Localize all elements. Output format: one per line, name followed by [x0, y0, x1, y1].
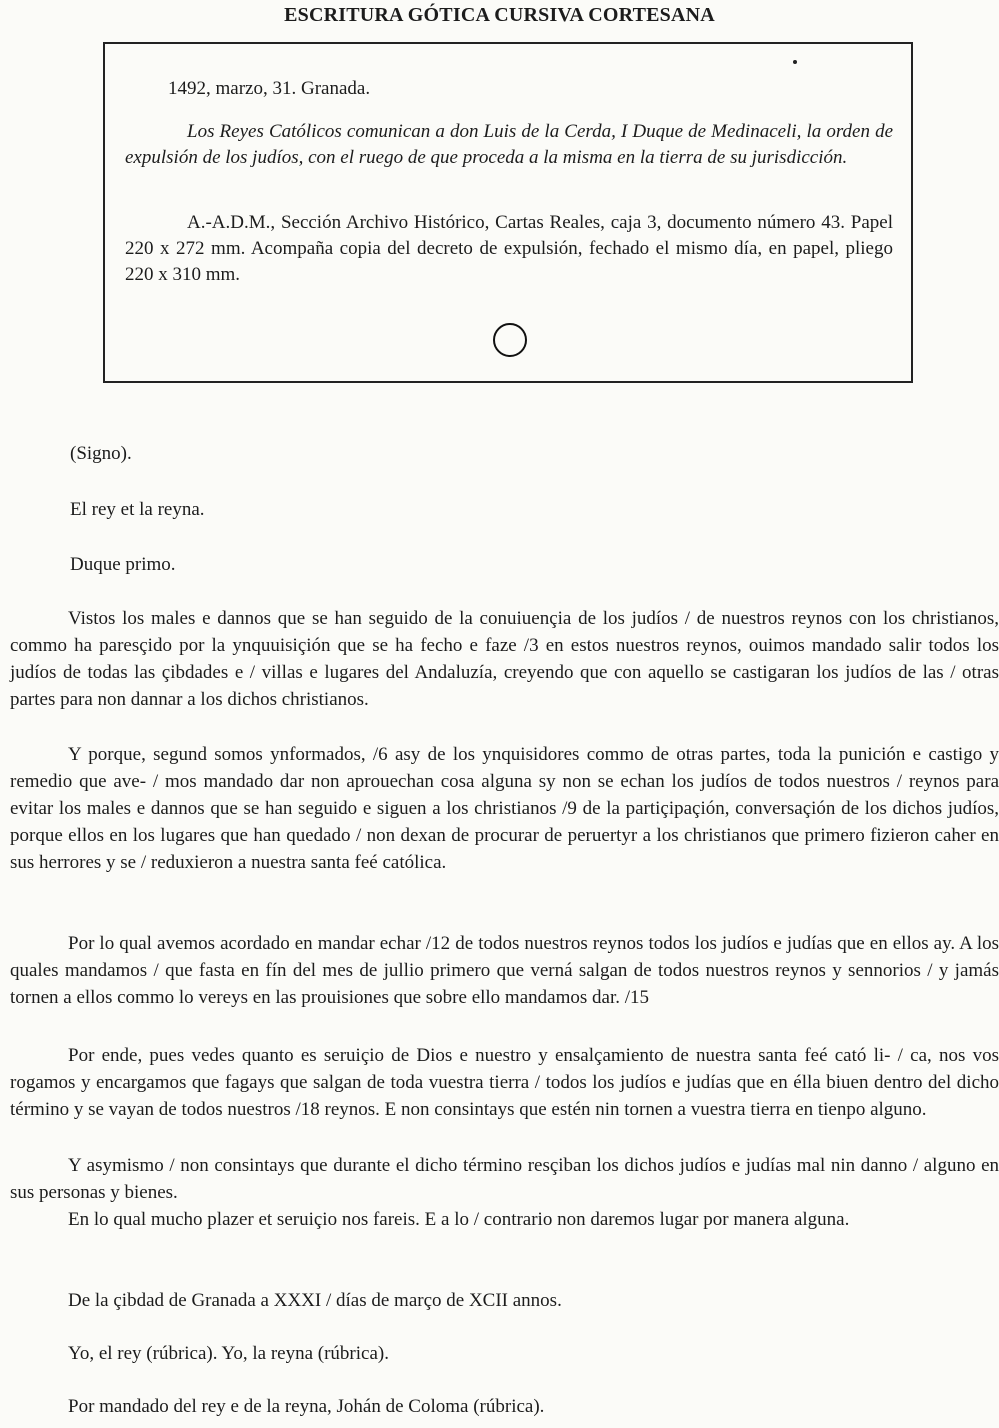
- paragraph-6: En lo qual mucho plazer et seruiçio nos fareis. E a lo / contrario non daremos lugar por manera alguna.: [68, 1209, 850, 1230]
- regesto-box: [103, 42, 913, 383]
- paragraph-5: Y asymismo / non consintays que durante el dicho término resçiban los dichos judíos e judías mal nin danno / alguno en sus personas y bienes.: [10, 1155, 999, 1203]
- intitulatio-line: El rey et la reyna.: [70, 499, 205, 520]
- refrendo-line: Por mandado del rey e de la reyna, Johán de Coloma (rúbrica).: [68, 1396, 545, 1417]
- datatio-line: De la çibdad de Granada a XXXI / días de março de XCII annos.: [68, 1290, 562, 1311]
- signo-line: (Signo).: [70, 443, 132, 464]
- page-title: ESCRITURA GÓTICA CURSIVA CORTESANA: [284, 4, 715, 26]
- validatio-line: Yo, el rey (rúbrica). Yo, la reyna (rúbrica).: [68, 1343, 389, 1364]
- circle-mark-icon: [493, 323, 527, 357]
- document-date: 1492, marzo, 31. Granada.: [168, 78, 371, 99]
- paragraph-1: Vistos los males e dannos que se han seguido de la conuiuençia de los judíos / de nuestros reynos con los christianos, commo ha paresçido por la ynquuisiçión que se ha fecho e faze /3 en estos nuestros reynos, ouimos mandado salir todos los judíos de todas las çibdades e / villas e lugares del Andaluzía, creyendo que con aquello se castigaran los judíos de las / otras partes para non dannar a los dichos christianos.: [10, 608, 999, 710]
- paragraph-4: Por ende, pues vedes quanto es seruiçio de Dios e nuestro y ensalçamiento de nuestra santa feé cató li- / ca, nos vos rogamos y encargamos que fagays que salgan de toda vuestra tierra / todos los judíos e judías que en élla biuen dentro del dicho término y se vayan de todos nuestros /18 reynos. E non consintays que estén nin tornen a vuestra tierra en tienpo alguno.: [10, 1045, 999, 1120]
- paragraph-3: Por lo qual avemos acordado en mandar echar /12 de todos nuestros reynos todos los judíos e judías que en ellos ay. A los quales mandamos / que fasta en fín del mes de jullio primero que verná salgan de todos nuestros reynos y sennorios / y jamás tornen a ellos commo lo vereys en las prouisiones que sobre ello mandamos dar. /15: [10, 933, 999, 1008]
- document-source: A.-A.D.M., Sección Archivo Histórico, Cartas Reales, caja 3, documento número 43. Papel 220 x 272 mm. Acompaña copia del decreto de expulsión, fechado el mismo día, en papel, pliego 220 x 310 mm.: [125, 212, 893, 285]
- paragraph-2: Y porque, segund somos ynformados, /6 asy de los ynquisidores commo de otras partes, toda la punición e castigo y remedio que ave- / mos mandado dar non aprouechan cosa alguna sy non se echan los judíos de todos nuestros / reynos para evitar los males e dannos que se han seguido e siguen a los christianos /9 de la partiçipaçión, conversaçión de los dichos judíos, porque ellos en los lugares que han quedado / non dexan de procurar de peruertyr a los christianos que primero fizieron caher en sus herrores y se / reduxieron a nuestra santa feé católica.: [10, 744, 999, 873]
- document-summary: Los Reyes Católicos comunican a don Luis de la Cerda, I Duque de Medinaceli, la orden de expulsión de los judíos, con el ruego de que proceda a la misma en la tierra de su jurisdicción.: [125, 121, 893, 168]
- address-line: Duque primo.: [70, 554, 176, 575]
- ink-dot: [793, 60, 797, 64]
